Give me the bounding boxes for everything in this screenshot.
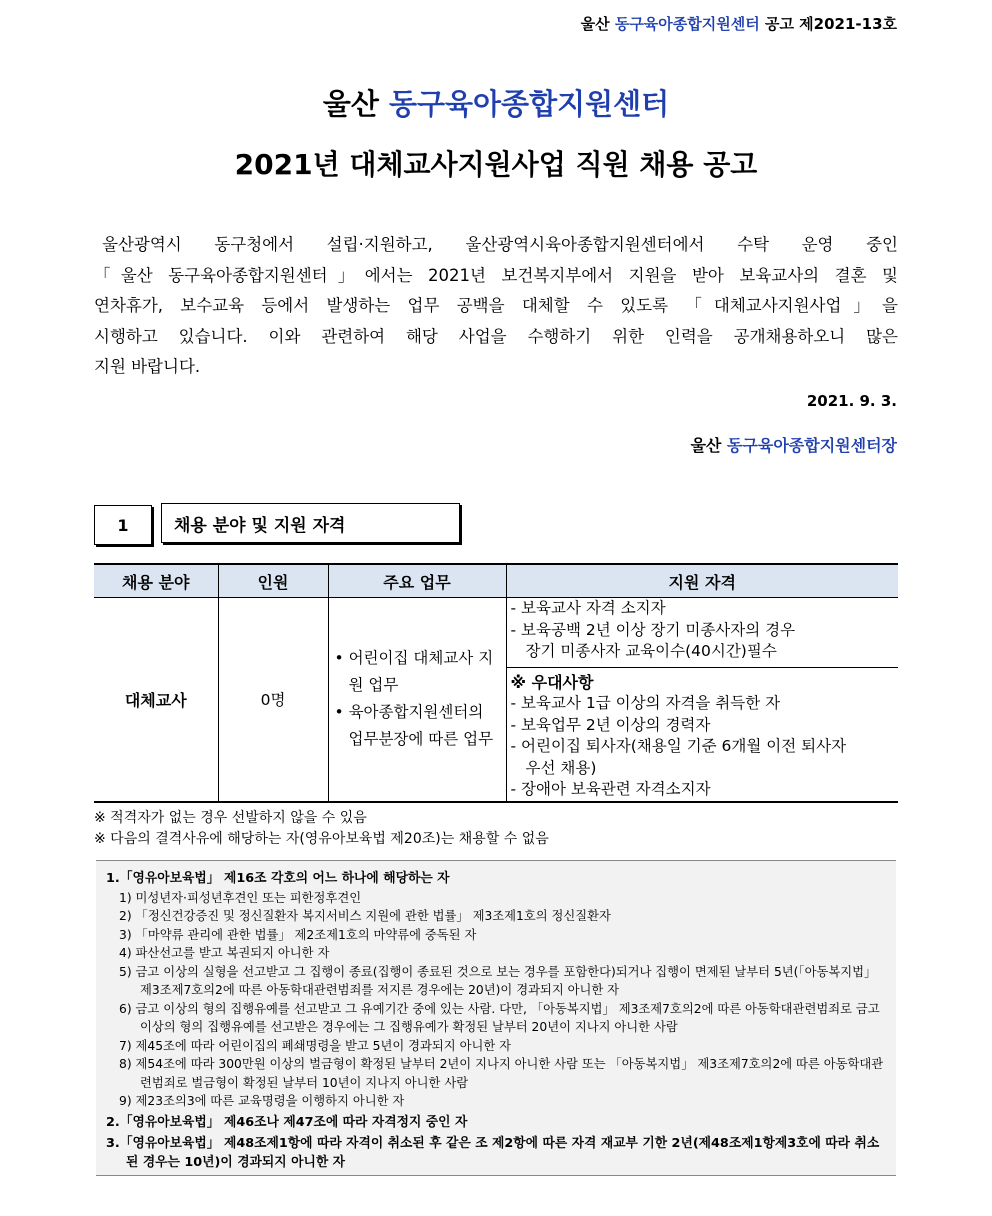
notice-prefix: 울산 <box>580 15 610 33</box>
qualification-item: - 보육공백 2년 이상 장기 미종사자의 경우 <box>510 620 796 639</box>
notes <box>94 808 549 850</box>
preference-title: ※ 우대사항 <box>510 672 594 692</box>
notice-suffix: 공고 제2021-13호 <box>764 15 897 33</box>
note-item: ※ 다음의 결격사유에 해당하는 자(영유아보육법 제20조)는 채용할 수 없음 <box>94 831 549 847</box>
intro-line: 연차휴가, 보수교육 등에서 발생하는 업무 공백을 대체할 수 있도록 「대체교사지원사업」을 <box>94 296 898 315</box>
preference-item: - 보육교사 1급 이상의 자격을 취득한 자 <box>510 694 781 712</box>
recruitment-table <box>94 563 898 803</box>
intro-paragraph <box>94 230 898 383</box>
field-cell: 대체교사 <box>94 598 218 802</box>
table-row <box>94 598 898 802</box>
section-title: 채용 분야 및 지원 자격 <box>161 503 460 543</box>
title-prefix: 울산 <box>322 87 379 121</box>
disqualification-item: 2) 「정신건강증진 및 정신질환자 복지서비스 지원에 관한 법률」 제3조제1호의 정신질환자 <box>119 909 611 923</box>
disqualification-item: 6) 금고 이상의 형의 집행유예를 선고받고 그 유예기간 중에 있는 사람. 다만, 「아동복지법」 제3조제7호의2에 따른 아동학대관련범죄로 금고 이상의 형의 집행유예를 선고받은 경우에는 그 집행유예가 확정된 날부터 20년이 지나지 아니한 사람 <box>119 1001 880 1034</box>
disqualification-item: 1) 미성년자·피성년후견인 또는 피한정후견인 <box>119 890 362 905</box>
signer <box>690 433 897 456</box>
disqualification-box <box>96 860 896 1176</box>
disqualification-item: 4) 파산선고를 받고 복권되지 아니한 자 <box>119 946 330 960</box>
duty-item: • 어린이집 대체교사 지원 업무 <box>334 649 494 695</box>
page-title: 2021년 대체교사지원사업 직원 채용 공고 <box>234 148 758 181</box>
header-count: 인원 <box>218 564 328 598</box>
preference-list <box>507 668 899 801</box>
qualification-item: - 보육교사 자격 소지자 <box>510 599 666 617</box>
disqualification-heading: 2.「영유아보육법」 제46조나 제47조에 따라 자격정지 중인 자 <box>106 1114 468 1130</box>
disqualification-item: 3) 「마약류 관리에 관한 법률」 제2조제1호의 마약류에 중독된 자 <box>119 927 477 942</box>
disqualification-heading: 3.「영유아보육법」 제48조제1항에 따라 자격이 취소된 후 같은 조 제2항에 따른 자격 재교부 기한 2년(제48조제1항제3호에 따라 취소된 경우는 10년)이 경과되지 아니한 자 <box>106 1136 880 1170</box>
preference-item: - 보육업무 2년 이상의 경력자 <box>510 715 711 734</box>
disqualification-item: 8) 제54조에 따라 300만원 이상의 벌금형이 확정된 날부터 2년이 지나지 아니한 사람 또는 「아동복지법」 제3조제7호의2에 따른 아동학대관련범죄로 벌금형이 확정된 날부터 10년이 지나지 아니한 사람 <box>119 1057 884 1090</box>
qualification-item: 장기 미종사자 교육이수(40시간)필수 <box>525 642 777 660</box>
signer-org: 동구육아종합지원센터장 <box>726 436 897 455</box>
preference-item: - 장애아 보육관련 자격소지자 <box>510 780 711 798</box>
count-cell: 0명 <box>218 598 328 802</box>
header-duties: 주요 업무 <box>328 564 506 598</box>
intro-line: 「울산 동구육아종합지원센터」에서는 2021년 보건복지부에서 지원을 받아 보육교사의 결혼 및 <box>94 265 898 285</box>
section-number: 1 <box>94 505 152 545</box>
preference-item: 우선 채용) <box>525 758 597 777</box>
intro-line: 울산광역시 동구청에서 설립·지원하고, 울산광역시육아종합지원센터에서 수탁 운영 중인 <box>102 235 898 254</box>
notice-number <box>581 13 897 34</box>
intro-line: 지원 바랍니다. <box>94 357 201 376</box>
preference-item: - 어린이집 퇴사자(채용일 기준 6개월 이전 퇴사자 <box>510 737 847 755</box>
page-title-org <box>0 82 992 123</box>
note-item: ※ 적격자가 없는 경우 선발하지 않을 수 있음 <box>94 810 367 826</box>
qualification-list <box>507 598 899 668</box>
disqualification-heading: 1.「영유아보육법」 제16조 각호의 어느 하나에 해당하는 자 <box>106 871 450 886</box>
title-org: 동구육아종합지원센터 <box>389 87 670 121</box>
qualifications-cell <box>506 598 898 802</box>
signer-prefix: 울산 <box>690 436 722 455</box>
duties-cell <box>328 598 506 802</box>
announcement-date: 2021. 9. 3. <box>806 392 897 410</box>
duty-item: • 육아종합지원센터의 업무분장에 따른 업무 <box>334 703 494 749</box>
disqualification-item: 5) 금고 이상의 실형을 선고받고 그 집행이 종료(집행이 종료된 것으로 보는 경우를 포함한다)되거나 집행이 면제된 날부터 5년(「아동복지법」 제3조제7호의2에 따른 아동학대관련범죄를 저지른 경우에는 20년)이 경과되지 아니한 자 <box>119 964 877 997</box>
disqualification-item: 9) 제23조의3에 따른 교육명령을 이행하지 아니한 자 <box>119 1094 405 1108</box>
header-qualifications: 지원 자격 <box>506 564 898 598</box>
notice-org: 동구육아종합지원센터 <box>614 15 760 33</box>
disqualification-item: 7) 제45조에 따라 어린이집의 폐쇄명령을 받고 5년이 경과되지 아니한 자 <box>119 1038 511 1053</box>
header-field: 채용 분야 <box>94 564 218 598</box>
intro-line: 시행하고 있습니다. 이와 관련하여 해당 사업을 수행하기 위한 인력을 공개채용하오니 많은 <box>94 326 898 346</box>
table-header-row <box>94 564 898 598</box>
